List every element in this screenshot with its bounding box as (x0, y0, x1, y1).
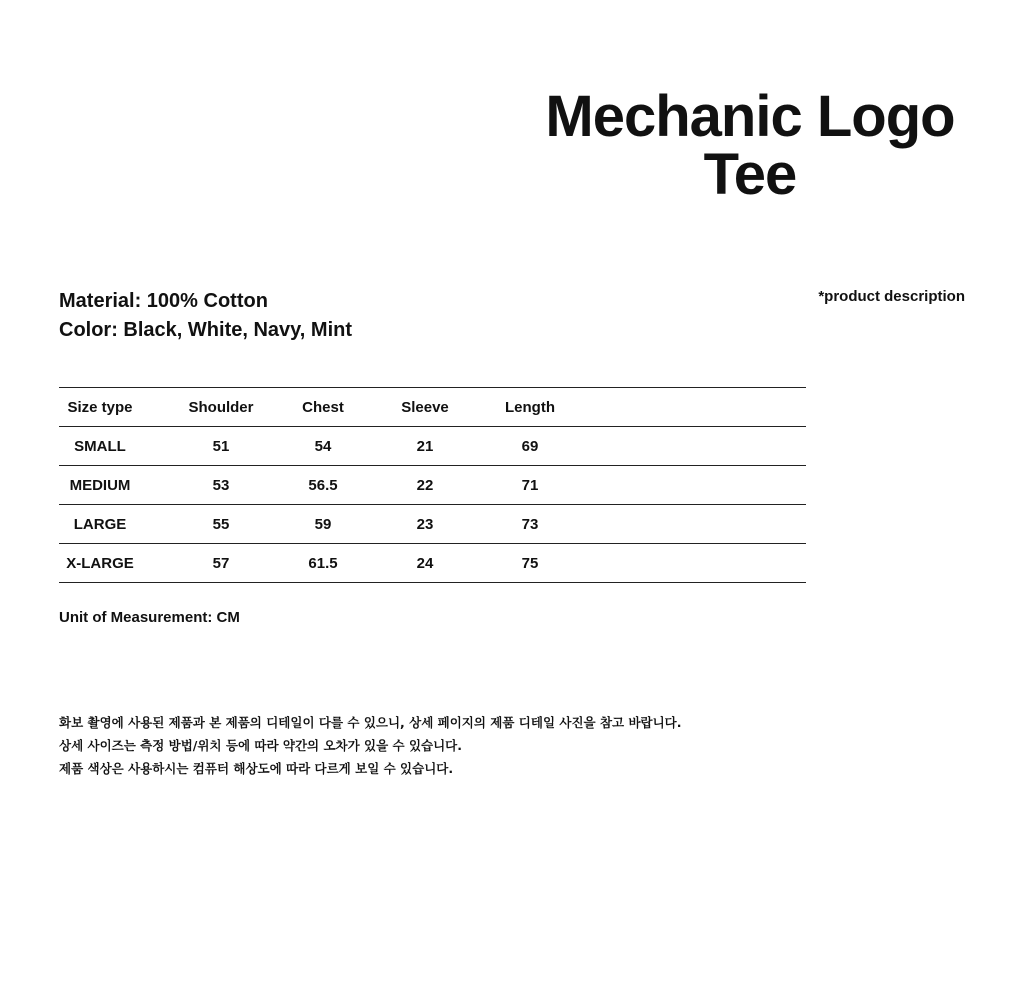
table-row (59, 427, 806, 466)
product-description-label: *product description (818, 288, 965, 305)
color-spec: Color: Black, White, Navy, Mint (59, 319, 352, 341)
product-specs (59, 287, 352, 345)
spacer-cell (555, 505, 806, 544)
chest-cell: 54 (301, 427, 345, 466)
chest-cell: 56.5 (301, 466, 345, 505)
table-row (59, 544, 806, 583)
unit-of-measurement: Unit of Measurement: CM (59, 609, 240, 626)
size-table-header-row (59, 388, 806, 427)
table-row (59, 466, 806, 505)
spacer-cell (555, 427, 806, 466)
chest-cell: 61.5 (301, 544, 345, 583)
spacer-cell (555, 544, 806, 583)
header-spacer (555, 388, 806, 427)
note-line: 화보 촬영에 사용된 제품과 본 제품의 디테일이 다를 수 있으니, 상세 페이지의 제품 디테일 사진을 참고 바랍니다. (59, 715, 682, 730)
sleeve-cell: 23 (345, 505, 505, 544)
shoulder-cell: 51 (141, 427, 301, 466)
size-cell: LARGE (59, 505, 141, 544)
header-length: Length (505, 388, 555, 427)
shoulder-cell: 53 (141, 466, 301, 505)
header-chest: Chest (301, 388, 345, 427)
product-title-line-1: Mechanic Logo (545, 84, 955, 149)
length-cell: 75 (505, 544, 555, 583)
length-cell: 69 (505, 427, 555, 466)
length-cell: 71 (505, 466, 555, 505)
product-notes (59, 711, 682, 780)
sleeve-cell: 22 (345, 466, 505, 505)
size-cell: MEDIUM (59, 466, 141, 505)
table-row (59, 505, 806, 544)
product-title (500, 84, 1000, 207)
spacer-cell (555, 466, 806, 505)
shoulder-cell: 55 (141, 505, 301, 544)
product-title-line-2: Tee (703, 142, 797, 207)
size-table (59, 387, 806, 583)
header-size-type: Size type (59, 388, 141, 427)
header-sleeve: Sleeve (345, 388, 505, 427)
note-line: 제품 색상은 사용하시는 컴퓨터 해상도에 따라 다르게 보일 수 있습니다. (59, 761, 454, 776)
shoulder-cell: 57 (141, 544, 301, 583)
note-line: 상세 사이즈는 측정 방법/위치 등에 따라 약간의 오차가 있을 수 있습니다. (59, 738, 463, 753)
sleeve-cell: 21 (345, 427, 505, 466)
header-shoulder: Shoulder (141, 388, 301, 427)
size-cell: X-LARGE (59, 544, 141, 583)
length-cell: 73 (505, 505, 555, 544)
sleeve-cell: 24 (345, 544, 505, 583)
material-spec: Material: 100% Cotton (59, 290, 268, 312)
chest-cell: 59 (301, 505, 345, 544)
size-cell: SMALL (59, 427, 141, 466)
